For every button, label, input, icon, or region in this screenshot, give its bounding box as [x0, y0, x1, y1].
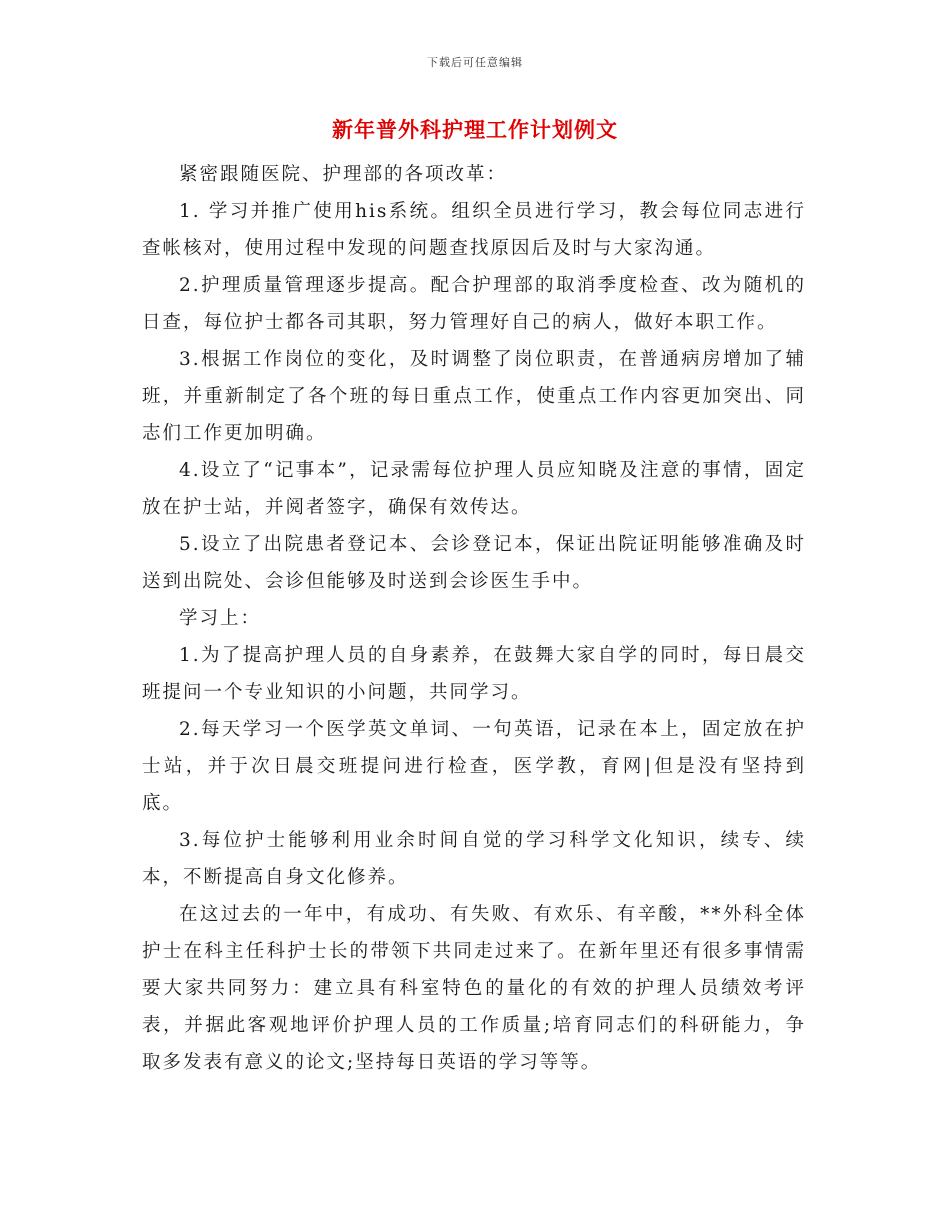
paragraph-study-2: 2.每天学习一个医学英文单词、一句英语，记录在本上，固定放在护士站，并于次日晨交班提问进行检查，医学教，育网|但是没有坚持到底。 — [142, 719, 806, 814]
paragraph-study-3: 3.每位护士能够利用业余时间自觉的学习科学文化知识，续专、续本，不断提高自身文化修养。 — [142, 830, 806, 888]
header-note: 下载后可任意编辑 — [427, 56, 523, 69]
paragraph-study-intro: 学习上： — [179, 608, 262, 629]
paragraph-reform-1: 1. 学习并推广使用his系统。组织全员进行学习，教会每位同志进行查帐核对，使用过程中发现的问题查找原因后及时与大家沟通。 — [142, 201, 806, 259]
paragraph-reform-4: 4.设立了“记事本”，记录需每位护理人员应知晓及注意的事情，固定放在护士站，并阅者签字，确保有效传达。 — [142, 460, 806, 518]
document-title: 新年普外科护理工作计划例文 — [332, 117, 618, 142]
paragraph-reform-intro: 紧密跟随医院、护理部的各项改革： — [179, 164, 508, 185]
paragraph-reform-3: 3.根据工作岗位的变化，及时调整了岗位职责，在普通病房增加了辅班，并重新制定了各个班的每日重点工作，使重点工作内容更加突出、同志们工作更加明确。 — [142, 349, 806, 444]
paragraph-study-1: 1.为了提高护理人员的自身素养，在鼓舞大家自学的同时，每日晨交班提问一个专业知识的小问题，共同学习。 — [142, 645, 806, 703]
paragraph-summary: 在这过去的一年中，有成功、有失败、有欢乐、有辛酸，**外科全体护士在科主任科护士长的带领下共同走过来了。在新年里还有很多事情需要大家共同努力：建立具有科室特色的量化的有效的护理人员绩效考评表，并据此客观地评价护理人员的工作质量;培育同志们的科研能力，争取多发表有意义的论文;坚持每日英语的学习等等。 — [142, 904, 806, 1073]
paragraph-reform-2: 2.护理质量管理逐步提高。配合护理部的取消季度检查、改为随机的日查，每位护士都各司其职，努力管理好自己的病人，做好本职工作。 — [142, 275, 806, 333]
document-body — [142, 156, 806, 1081]
paragraph-reform-5: 5.设立了出院患者登记本、会诊登记本，保证出院证明能够准确及时送到出院处、会诊但能够及时送到会诊医生手中。 — [142, 534, 806, 592]
